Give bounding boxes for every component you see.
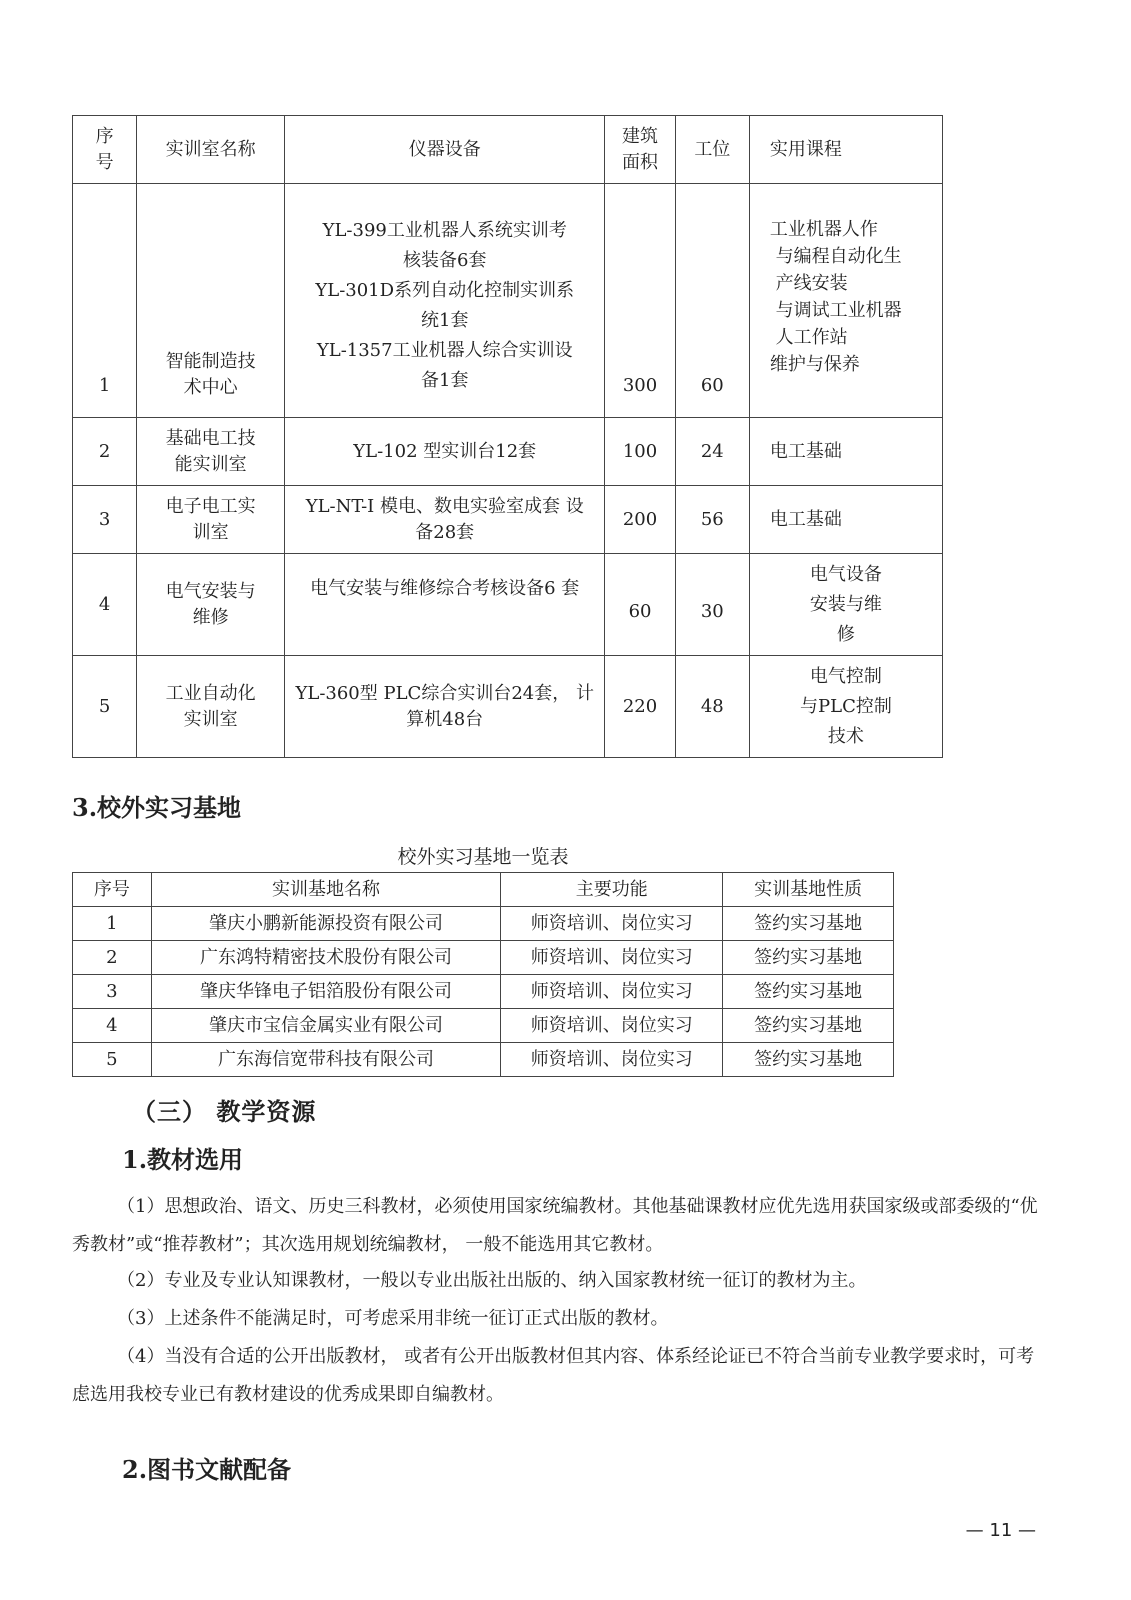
table-row (73, 418, 943, 486)
header-no: 序 号 (73, 116, 137, 184)
cell-stations: 30 (675, 554, 749, 656)
header-room-name: 实训室名称 (137, 116, 285, 184)
cell-no: 3 (73, 975, 152, 1009)
cell-nature: 签约实习基地 (723, 907, 894, 941)
cell-function: 师资培训、岗位实习 (501, 975, 723, 1009)
section-title-textbook-selection: 1.教材选用 (122, 1145, 244, 1174)
cell-nature: 签约实习基地 (723, 1009, 894, 1043)
cell-area: 300 (605, 184, 675, 418)
section-title-teaching-resources: （三） 教学资源 (132, 1097, 317, 1126)
cell-no: 4 (73, 554, 137, 656)
table-row (73, 941, 894, 975)
cell-no: 4 (73, 1009, 152, 1043)
cell-stations: 24 (675, 418, 749, 486)
header-course: 实用课程 (749, 116, 942, 184)
paragraph-2: （2）专业及专业认知课教材，一般以专业出版社出版的、纳入国家教材统一征订的教材为主。 (117, 1270, 867, 1291)
cell-room-name: 工业自动化 实训室 (137, 656, 285, 758)
cell-stations: 60 (675, 184, 749, 418)
cell-equipment: YL-102 型实训台12套 (285, 418, 605, 486)
table-row (73, 486, 943, 554)
training-room-table (72, 115, 943, 758)
cell-no: 3 (73, 486, 137, 554)
table-row (73, 554, 943, 656)
header-equipment: 仪器设备 (285, 116, 605, 184)
cell-equipment: YL-399工业机器人系统实训考 核装备6套 YL-301D系列自动化控制实训系 统1套 YL-1357工业机器人综合实训设 备1套 (285, 184, 605, 418)
cell-function: 师资培训、岗位实习 (501, 907, 723, 941)
table-row (73, 184, 943, 418)
table-row (73, 975, 894, 1009)
cell-no: 1 (73, 907, 152, 941)
section-title-library-resources: 2.图书文献配备 (122, 1455, 292, 1484)
table-header-row (73, 116, 943, 184)
cell-equipment: 电气安装与维修综合考核设备6 套 (285, 554, 605, 656)
cell-nature: 签约实习基地 (723, 1043, 894, 1077)
cell-function: 师资培训、岗位实习 (501, 941, 723, 975)
cell-equipment: YL-NT-I 模电、数电实验室成套 设 备28套 (285, 486, 605, 554)
table-row (73, 907, 894, 941)
paragraph-4: （4）当没有合适的公开出版教材， 或者有公开出版教材但其内容、体系经论证已不符合当前专业教学要求时，可考虑选用我校专业已有教材建设的优秀成果即自编教材。 (72, 1346, 1035, 1405)
cell-base-name: 广东海信宽带科技有限公司 (151, 1043, 501, 1077)
cell-course: 电气控制 与PLC控制 技术 (749, 656, 942, 758)
cell-function: 师资培训、岗位实习 (501, 1009, 723, 1043)
cell-base-name: 肇庆市宝信金属实业有限公司 (151, 1009, 501, 1043)
cell-area: 60 (605, 554, 675, 656)
cell-area: 220 (605, 656, 675, 758)
cell-course: 电工基础 (749, 418, 942, 486)
header-function: 主要功能 (501, 873, 723, 907)
header-nature: 实训基地性质 (723, 873, 894, 907)
cell-no: 5 (73, 656, 137, 758)
cell-equipment: YL-360型 PLC综合实训台24套， 计 算机48台 (285, 656, 605, 758)
cell-base-name: 肇庆小鹏新能源投资有限公司 (151, 907, 501, 941)
table-caption: 校外实习基地一览表 (397, 846, 569, 868)
internship-base-table (72, 872, 894, 1077)
cell-nature: 签约实习基地 (723, 975, 894, 1009)
table-row (73, 1009, 894, 1043)
cell-no: 1 (73, 184, 137, 418)
table-row (73, 656, 943, 758)
cell-no: 2 (73, 418, 137, 486)
cell-base-name: 广东鸿特精密技术股份有限公司 (151, 941, 501, 975)
header-base-name: 实训基地名称 (151, 873, 501, 907)
cell-course: 电气设备 安装与维 修 (749, 554, 942, 656)
cell-room-name: 基础电工技 能实训室 (137, 418, 285, 486)
section-title-off-campus: 3.校外实习基地 (72, 793, 242, 822)
page-number: — 11 — (965, 1520, 1036, 1541)
cell-no: 5 (73, 1043, 152, 1077)
cell-stations: 48 (675, 656, 749, 758)
table-row (73, 1043, 894, 1077)
cell-room-name: 电气安装与 维修 (137, 554, 285, 656)
paragraph-1: （1）思想政治、语文、历史三科教材，必须使用国家统编教材。其他基础课教材应优先选用获国家级或部委级的“优秀教材”或“推荐教材”；其次选用规划统编教材， 一般不能选用其它教材。 (72, 1196, 1038, 1255)
table-header-row (73, 873, 894, 907)
cell-stations: 56 (675, 486, 749, 554)
cell-room-name: 电子电工实 训室 (137, 486, 285, 554)
cell-area: 100 (605, 418, 675, 486)
paragraph-3: （3）上述条件不能满足时，可考虑采用非统一征订正式出版的教材。 (117, 1308, 669, 1329)
cell-course: 工业机器人作 与编程自动化生 产线安装 与调试工业机器 人工作站 维护与保养 (749, 184, 942, 418)
cell-room-name: 智能制造技 术中心 (137, 184, 285, 418)
header-area: 建筑 面积 (605, 116, 675, 184)
cell-nature: 签约实习基地 (723, 941, 894, 975)
cell-course: 电工基础 (749, 486, 942, 554)
cell-area: 200 (605, 486, 675, 554)
cell-no: 2 (73, 941, 152, 975)
cell-base-name: 肇庆华锋电子铝箔股份有限公司 (151, 975, 501, 1009)
header-stations: 工位 (675, 116, 749, 184)
cell-function: 师资培训、岗位实习 (501, 1043, 723, 1077)
header-no: 序号 (73, 873, 152, 907)
